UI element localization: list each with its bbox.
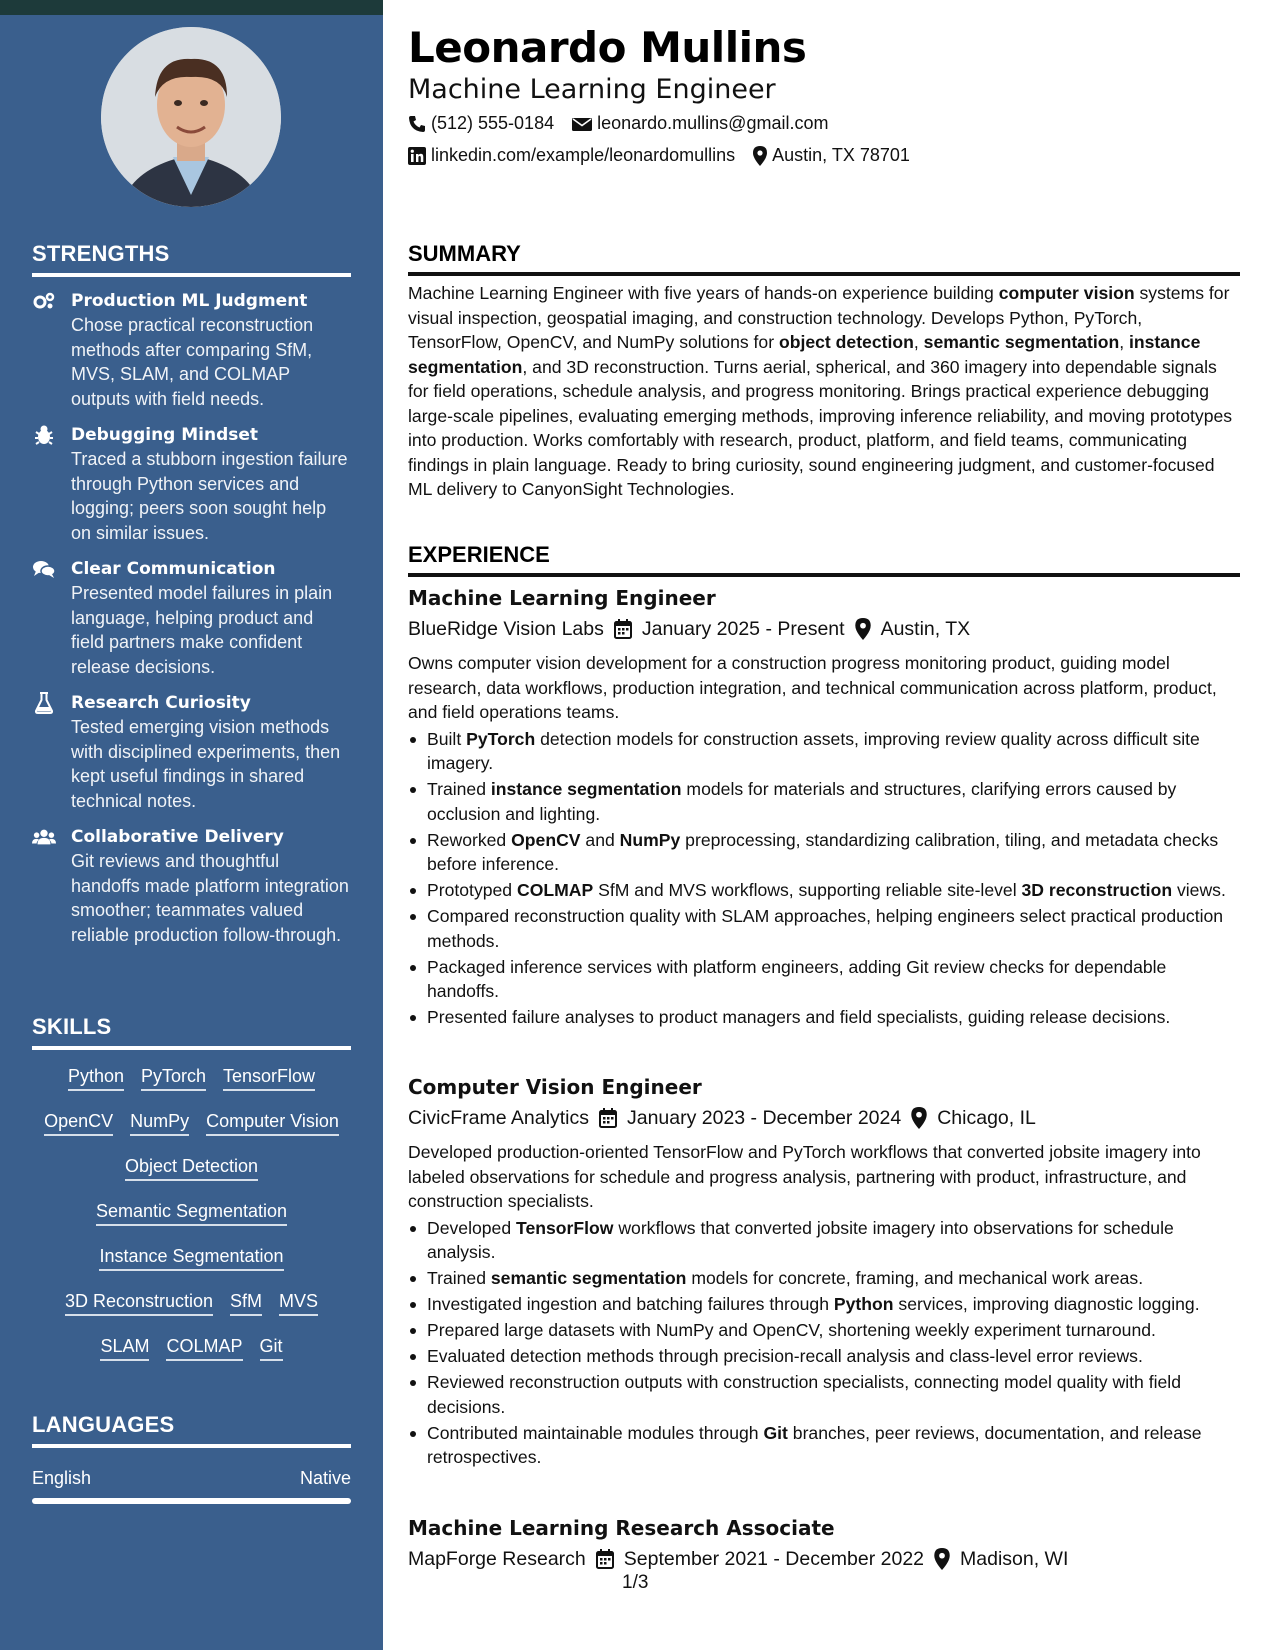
skill-tag: PyTorch [141,1064,206,1091]
text-run: Reworked [427,829,512,850]
text-run: Packaged inference services with platform engineers, adding Git review checks for dependable handoffs. [427,956,1167,1001]
job-location-text: Austin, TX [880,618,971,640]
skill-tag: Instance Segmentation [99,1244,283,1271]
strength-title: Debugging Mindset [71,425,259,445]
summary-text [408,281,1240,502]
skill-tag: Object Detection [125,1154,258,1181]
calendar-icon [599,1108,617,1128]
strength-description: Tested emerging vision methods with disciplined experiments, then kept useful findings in shared technical notes. [71,717,341,811]
emphasis-text: 3D reconstruction [1021,880,1173,900]
text-run: workflows that converted jobsite imagery into observations for schedule analysis. [427,1217,1174,1262]
strength-description: Presented model failures in plain language, helping product and field partners make confident release decisions. [71,583,333,677]
skill-tag: SLAM [100,1334,149,1361]
strength-title: Production ML Judgment [71,291,308,311]
text-run: Trained [427,779,491,799]
comments-icon [32,558,56,580]
bullet-item [408,1421,1240,1470]
languages-section [32,1412,351,1504]
job-dates [614,615,845,643]
text-run: services, improving diagnostic logging. [893,1294,1200,1314]
bullet-item [408,727,1240,776]
emphasis-text: semantic segmentation [923,332,1120,352]
job-dates [596,1545,924,1573]
text-run: Contributed maintainable modules through [427,1422,764,1443]
text-run: detection models for construction assets, improving review quality across difficult site imagery. [427,728,1200,773]
job-location-text: Madison, WI [960,1548,1069,1570]
job-bullets [408,1216,1240,1470]
bullet-item [408,878,1240,903]
strength-description: Git reviews and thoughtful handoffs made platform integration smoother; teammates valued reliable production follow-through. [71,851,349,945]
gears-icon [32,290,56,312]
page-number: 1/3 [622,1572,649,1593]
text-run: , and 3D reconstruction. Turns aerial, spherical, and 360 imagery into dependable signals for field operations, schedule analysis, and progress monitoring. Brings practical experience debugging large-scale pipelines, evaluating emerging methods, improving inference reliability, and moving prototypes into production. Works comfortably with research, product, platform, and field teams, communicating findings in plain language. Ready to bring curiosity, sound engineering judgment, and customer-focused ML delivery to CanyonSight Technologies. [408,356,1233,499]
text-run: branches, peer reviews, documentation, and release retrospectives. [427,1422,1202,1467]
job-description: Developed production-oriented TensorFlow and PyTorch workflows that converted jobsite imagery into labeled observations for schedule and progress analysis, partnering with product, infrastructure, and construction specialists. [408,1142,1201,1211]
job-location [855,615,971,643]
emphasis-text: semantic segmentation [490,1268,687,1288]
text-run: Evaluated detection methods through precision-recall analysis and class-level error reviews. [427,1346,1143,1366]
job-dates [599,1104,901,1132]
text-run: Prepared large datasets with NumPy and OpenCV, shortening weekly experiment turnaround. [427,1320,1156,1340]
job-entry [408,1514,1240,1573]
strength-description: Traced a stubborn ingestion failure through Python services and logging; peers soon sought help on similar issues. [71,449,348,543]
company-name: BlueRidge Vision Labs [408,618,604,640]
skill-tag: 3D Reconstruction [65,1289,213,1316]
emphasis-text: Git [763,1422,788,1443]
bullet-item [408,1344,1240,1369]
strength-title: Clear Communication [71,559,276,579]
skill-tag: MVS [279,1289,318,1316]
skill-tag: Python [68,1064,124,1091]
phone-icon [408,115,426,133]
job-title: Computer Vision Engineer [408,1075,702,1099]
language-name: English [32,1468,92,1488]
strengths-section [32,241,351,947]
experience-heading: EXPERIENCE [408,542,1240,577]
job-entry [408,1073,1240,1471]
sidebar-top-bar [0,0,383,15]
email-address[interactable]: leonardo.mullins@gmail.com [597,113,829,133]
profile-photo [101,27,281,207]
job-title: Machine Learning Engineer [408,586,716,610]
skill-row [32,1109,351,1136]
sidebar [0,0,383,1650]
skill-tag: OpenCV [44,1109,113,1136]
strength-item [32,557,351,679]
strength-item [32,423,351,545]
bullet-item [408,1216,1240,1265]
language-item [32,1468,351,1489]
skill-tag: NumPy [130,1109,189,1136]
text-run: systems for visual inspection, geospatial imaging, and construction technology. Develops Python, PyTorch, TensorFlow, OpenCV, and NumPy solutions for [408,283,1230,352]
emphasis-text: Python [833,1294,894,1314]
emphasis-text: OpenCV [511,829,581,850]
text-run: models for concrete, framing, and mechanical work areas. [686,1268,1144,1288]
emphasis-text: instance segmentation [490,779,682,799]
candidate-title: Machine Learning Engineer [408,74,776,105]
linkedin-url[interactable]: linkedin.com/example/leonardomullins [431,145,736,165]
text-run: , [913,332,924,352]
candidate-name: Leonardo Mullins [408,23,807,72]
bug-icon [32,424,56,446]
skills-section [32,1014,351,1379]
bullet-item [408,1318,1240,1343]
text-run: Prototyped [427,880,517,900]
job-dates-text: September 2021 - December 2022 [623,1548,925,1570]
emphasis-text: object detection [778,332,914,352]
job-bullets [408,727,1240,1030]
emphasis-text: NumPy [619,829,681,850]
skill-row [32,1334,351,1361]
emphasis-text: instance segmentation [408,332,1201,377]
job-description: Owns computer vision development for a construction progress monitoring product, guiding model research, data workflows, production integration, and technical communication across platform, product, and field operations teams. [408,653,1217,722]
strength-item [32,289,351,411]
emphasis-text: PyTorch [466,728,536,749]
job-entry [408,584,1240,1031]
bullet-item [408,777,1240,826]
skill-row [32,1289,351,1316]
skill-tag: COLMAP [166,1334,242,1361]
bullet-item [408,1005,1240,1030]
text-run: preprocessing, standardizing calibration, tiling, and metadata checks before inference. [427,829,1219,874]
calendar-icon [596,1549,614,1569]
strength-title: Research Curiosity [71,693,251,713]
text-run: Compared reconstruction quality with SLAM approaches, helping engineers select practical production methods. [427,906,1224,951]
job-dates-text: January 2025 - Present [641,618,845,640]
job-meta [408,1104,1240,1132]
skill-row [32,1154,351,1181]
skill-tag: Git [260,1334,283,1361]
text-run: SfM and MVS workflows, supporting reliable site-level [593,880,1022,900]
skill-row [32,1064,351,1091]
skills-heading: SKILLS [32,1014,351,1050]
envelope-icon [572,116,592,132]
strengths-heading: STRENGTHS [32,241,351,277]
text-run: , [1119,332,1129,352]
language-level: Native [299,1468,351,1488]
text-run: Reviewed reconstruction outputs with construction specialists, connecting model quality with field decisions. [427,1372,1181,1417]
skills-list [32,1064,351,1361]
linkedin-icon [408,147,426,165]
location-item [753,145,910,166]
strength-item [32,825,351,947]
text-run: Machine Learning Engineer with five years of hands-on experience building [408,283,999,303]
strength-item [32,691,351,813]
skill-tag: Semantic Segmentation [96,1199,287,1226]
map-pin-icon [753,146,767,166]
bullet-item [408,828,1240,877]
phone-number: (512) 555-0184 [431,113,555,133]
flask-icon [32,692,56,714]
location-text: Austin, TX 78701 [772,145,910,165]
text-run: and [580,829,620,850]
map-pin-icon [855,618,871,640]
bullet-item [408,955,1240,1004]
skill-row [32,1244,351,1271]
emphasis-text: TensorFlow [516,1217,614,1238]
map-pin-icon [934,1548,950,1570]
skill-row [32,1199,351,1226]
contact-line-1 [408,113,828,134]
phone-item [408,113,554,134]
company-name: CivicFrame Analytics [408,1107,589,1129]
text-run: Presented failure analyses to product managers and field specialists, guiding release decisions. [427,1007,1171,1027]
summary-heading: SUMMARY [408,241,1240,276]
job-location-text: Chicago, IL [937,1107,1036,1129]
text-run: Trained [427,1268,491,1288]
map-pin-icon [911,1107,927,1129]
emphasis-text: computer vision [998,283,1135,303]
bullet-item [408,1292,1240,1317]
languages-heading: LANGUAGES [32,1412,351,1448]
job-dates-text: January 2023 - December 2024 [626,1107,902,1129]
bullet-item [408,1370,1240,1419]
job-location [934,1545,1068,1573]
text-run: Built [427,728,467,749]
emphasis-text: COLMAP [516,880,594,900]
job-meta [408,615,1240,643]
strength-title: Collaborative Delivery [71,827,284,847]
skill-tag: TensorFlow [223,1064,315,1091]
job-meta [408,1545,1240,1573]
linkedin-item[interactable] [408,145,735,166]
job-title: Machine Learning Research Associate [408,1516,835,1540]
text-run: Developed [427,1217,517,1238]
text-run: views. [1172,880,1226,900]
text-run: Investigated ingestion and batching failures through [427,1294,834,1314]
email-item[interactable] [572,113,828,134]
job-location [911,1104,1036,1132]
bullet-item [408,1266,1240,1291]
users-icon [32,826,56,848]
contact-line-2 [408,145,910,166]
skill-tag: SfM [230,1289,262,1316]
bullet-item [408,904,1240,953]
skill-tag: Computer Vision [206,1109,339,1136]
strength-description: Chose practical reconstruction methods after comparing SfM, MVS, SLAM, and COLMAP outputs with field needs. [71,315,314,409]
language-proficiency-bar [32,1498,351,1504]
company-name: MapForge Research [408,1548,586,1570]
calendar-icon [614,619,632,639]
text-run: models for materials and structures, clarifying errors caused by occlusion and lighting. [427,779,1177,824]
